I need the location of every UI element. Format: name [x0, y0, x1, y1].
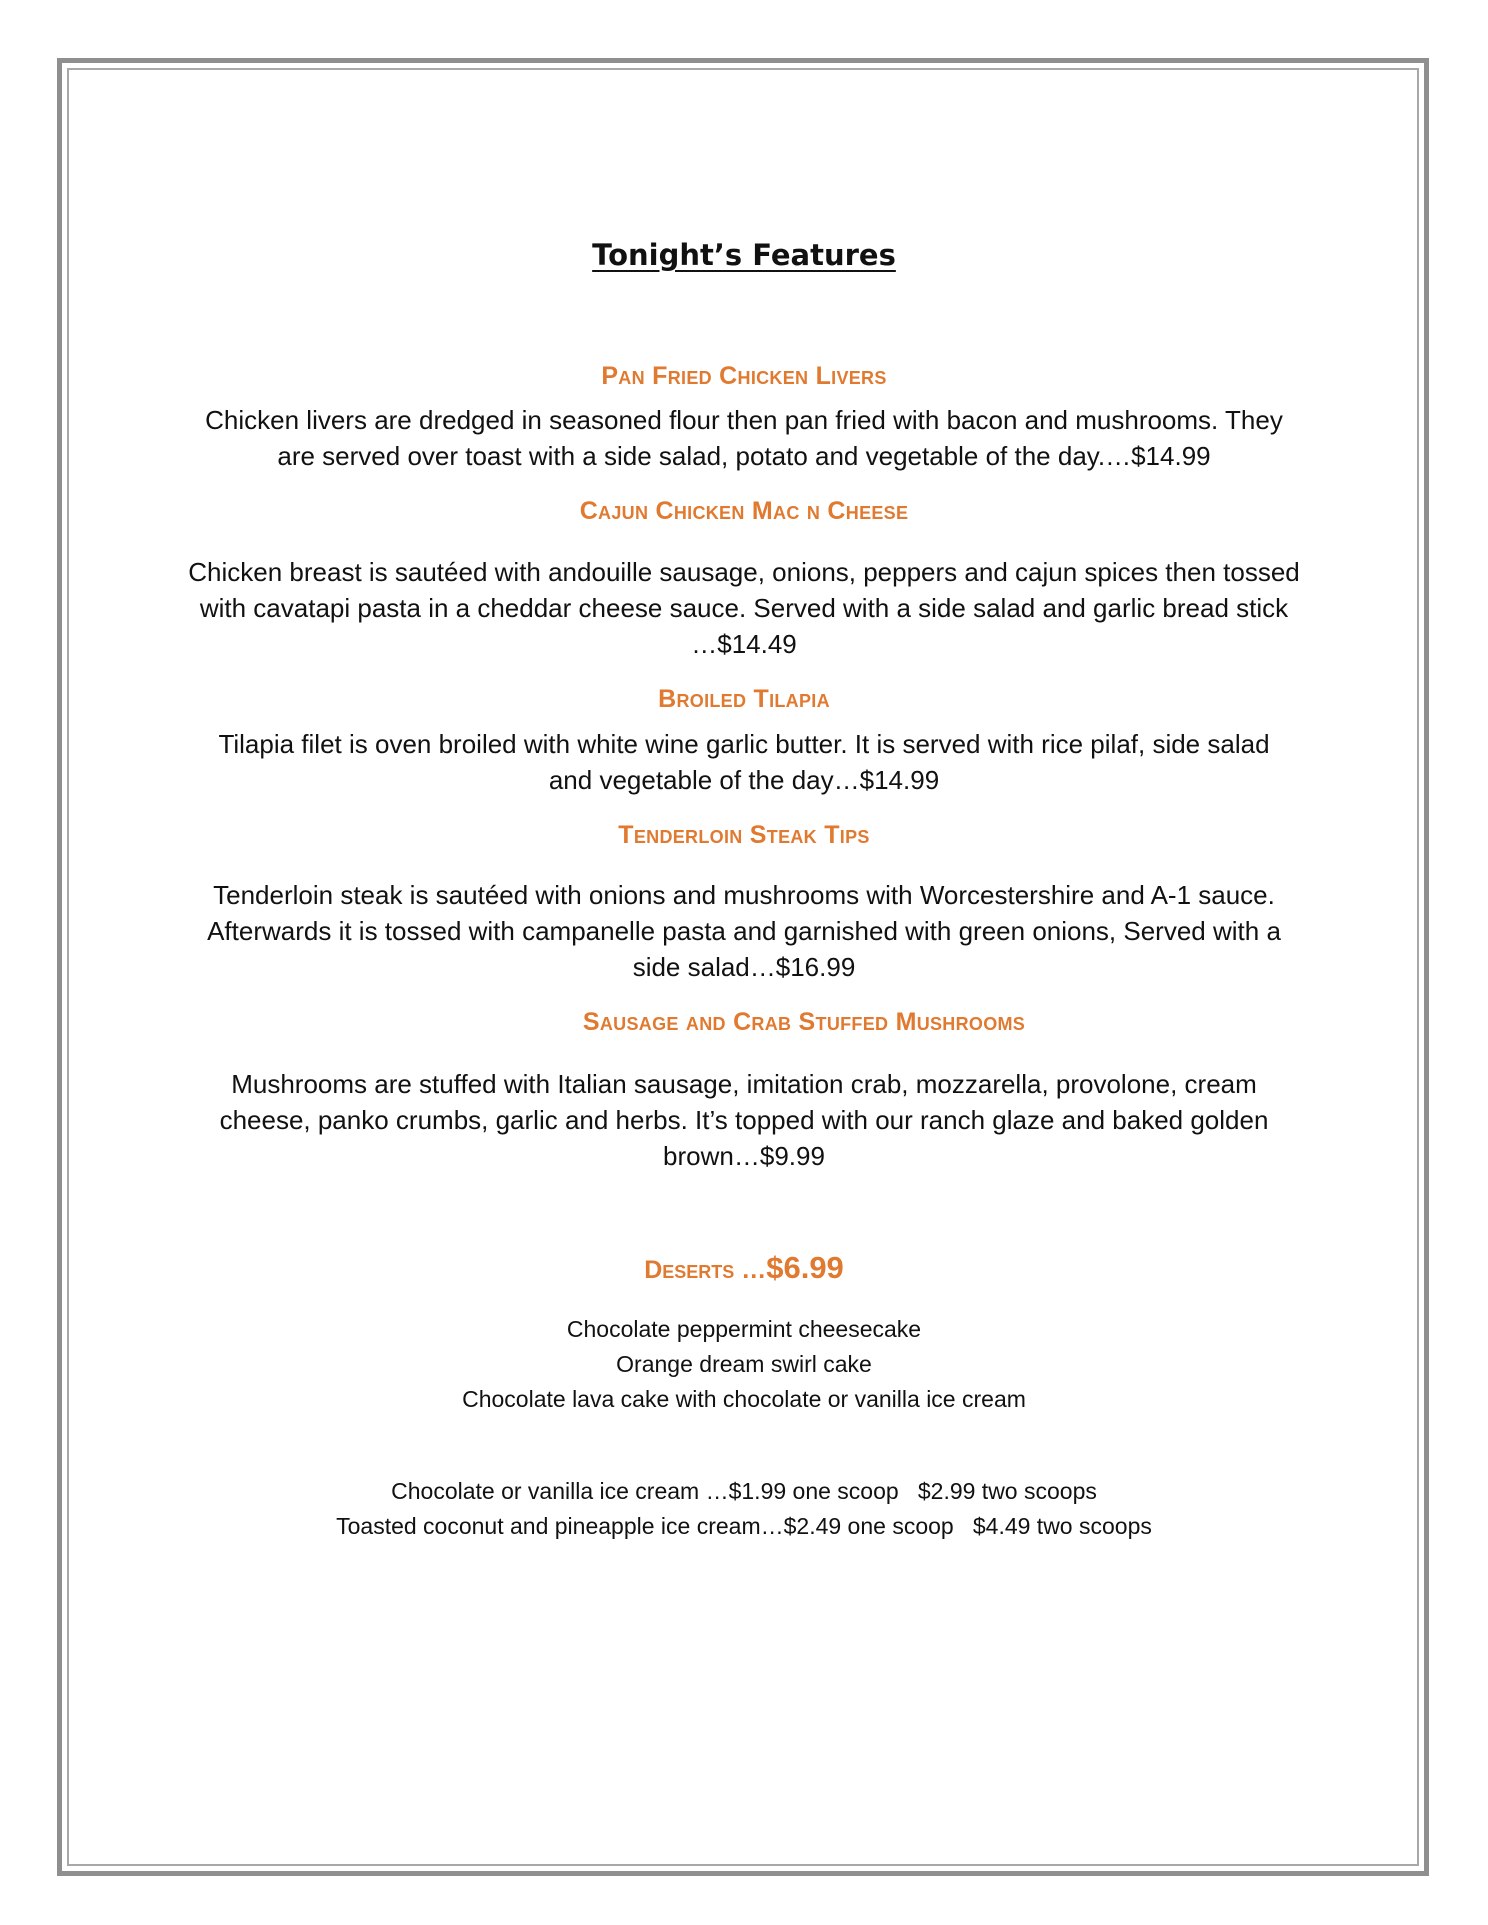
item-desc-stuffed-mushrooms [160, 1066, 1328, 1174]
desert-item: Chocolate peppermint cheesecake [566, 1316, 922, 1342]
desc-line: Tenderloin steak is sautéed with onions and mushrooms with Worcestershire and A-1 sauce. [213, 880, 1275, 910]
deserts-heading [160, 1250, 1328, 1286]
deserts-label: Deserts … [644, 1256, 767, 1284]
desc-line: Chicken livers are dredged in seasoned flour then pan fried with bacon and mushrooms. They [205, 405, 1283, 435]
item-name-tilapia: Broiled Tilapia [658, 685, 830, 713]
desc-line: side salad…$16.99 [632, 952, 856, 982]
item-name-steak-tips: Tenderloin Steak Tips [618, 821, 870, 849]
desc-line: are served over toast with a side salad, potato and vegetable of the day.…$14.99 [277, 441, 1211, 471]
item-desc-tilapia [160, 726, 1328, 798]
desc-line: cheese, panko crumbs, garlic and herbs. It’s topped with our ranch glaze and baked golden [219, 1105, 1269, 1135]
item-name-cajun-mac: Cajun Chicken Mac n Cheese [579, 497, 909, 525]
desc-line: Afterwards it is tossed with campanelle pasta and garnished with green onions, Served with a [207, 916, 1281, 946]
desc-line: Mushrooms are stuffed with Italian sausage, imitation crab, mozzarella, provolone, cream [231, 1069, 1257, 1099]
item-desc-steak-tips [160, 877, 1328, 985]
desc-line: …$14.49 [691, 629, 797, 659]
desc-line: Tilapia filet is oven broiled with white wine garlic butter. It is served with rice pilaf, side salad [218, 729, 1270, 759]
desert-item: Orange dream swirl cake [616, 1351, 872, 1377]
item-name-chicken-livers: Pan Fried Chicken Livers [601, 362, 887, 390]
item-desc-cajun-mac [160, 554, 1328, 662]
item-desc-chicken-livers [160, 402, 1328, 474]
desert-list [160, 1312, 1328, 1417]
desc-line: with cavatapi pasta in a cheddar cheese sauce. Served with a side salad and garlic bread stick [199, 593, 1289, 623]
ice-cream-item: Toasted coconut and pineapple ice cream…$2.49 one scoop $4.49 two scoops [336, 1513, 1152, 1539]
ice-cream-list [160, 1474, 1328, 1544]
desc-line: Chicken breast is sautéed with andouille sausage, onions, peppers and cajun spices then tossed [188, 557, 1300, 587]
deserts-price: $6.99 [766, 1250, 844, 1285]
desc-line: and vegetable of the day…$14.99 [548, 765, 940, 795]
ice-cream-item: Chocolate or vanilla ice cream …$1.99 one scoop $2.99 two scoops [391, 1478, 1097, 1504]
page-title: Tonight’s Features [592, 238, 896, 272]
desert-item: Chocolate lava cake with chocolate or vanilla ice cream [462, 1386, 1026, 1412]
desc-line: brown…$9.99 [663, 1141, 825, 1171]
item-name-stuffed-mushrooms: Sausage and Crab Stuffed Mushrooms [582, 1008, 1026, 1036]
